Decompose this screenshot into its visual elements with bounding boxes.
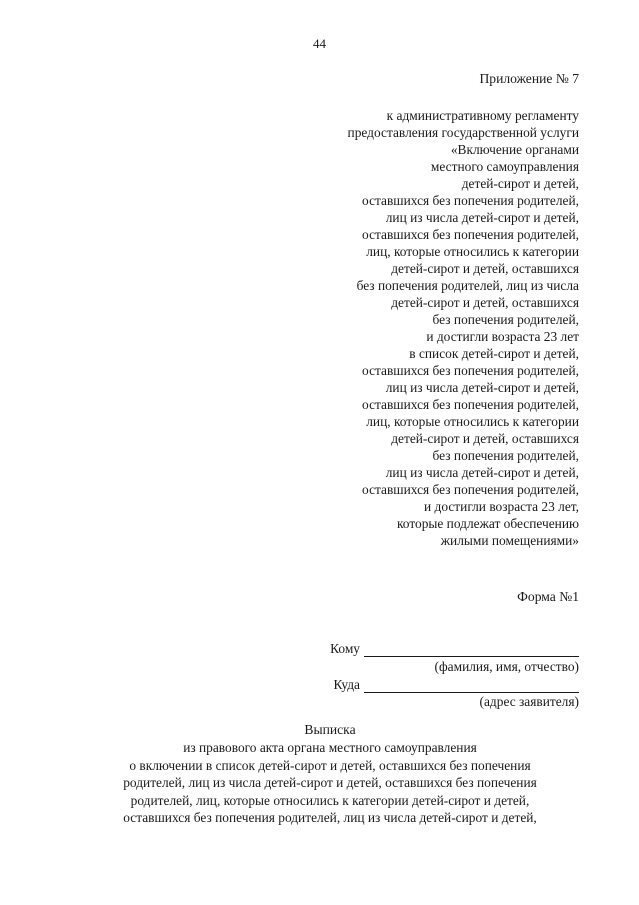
form-number: Форма №1 <box>517 589 579 604</box>
appendix-line: оставшихся без попечения родителей, <box>362 227 579 242</box>
appendix-title: Приложение № 7 <box>479 71 579 86</box>
extract-line: родителей, лиц из числа детей-сирот и детей, оставшихся без попечения <box>123 775 537 790</box>
appendix-line: детей-сирот и детей, <box>461 176 579 191</box>
appendix-line: оставшихся без попечения родителей, <box>362 363 579 378</box>
appendix-line: жилыми помещениями» <box>440 533 579 548</box>
appendix-line: оставшихся без попечения родителей, <box>362 397 579 412</box>
appendix-line: «Включение органами <box>450 142 579 157</box>
appendix-line: детей-сирот и детей, оставшихся <box>391 431 579 446</box>
appendix-line: детей-сирот и детей, оставшихся <box>391 261 579 276</box>
appendix-line: оставшихся без попечения родителей, <box>362 482 579 497</box>
where-label: Куда <box>333 677 360 692</box>
appendix-line: без попечения родителей, лиц из числа <box>356 278 579 293</box>
appendix-line: лиц, которые относились к категории <box>366 414 579 429</box>
where-field-line[interactable] <box>364 679 579 693</box>
appendix-line: лиц из числа детей-сирот и детей, <box>385 210 579 225</box>
appendix-line: оставшихся без попечения родителей, <box>362 193 579 208</box>
appendix-line: которые подлежат обеспечению <box>396 516 579 531</box>
appendix-line: лиц, которые относились к категории <box>366 244 579 259</box>
appendix-line: к административному регламенту <box>386 108 579 123</box>
where-field-hint: (адрес заявителя) <box>479 694 579 709</box>
appendix-line: и достигли возраста 23 лет <box>426 329 579 344</box>
appendix-line: без попечения родителей, <box>432 312 579 327</box>
to-label: Кому <box>330 641 360 656</box>
to-field-hint: (фамилия, имя, отчество) <box>434 659 579 674</box>
appendix-body <box>259 107 579 549</box>
to-field-line[interactable] <box>364 643 579 657</box>
extract-body <box>80 739 580 827</box>
extract-line: из правового акта органа местного самоуправления <box>183 740 477 755</box>
appendix-line: в список детей-сирот и детей, <box>409 346 579 361</box>
extract-title: Выписка <box>304 722 356 737</box>
extract-line: о включении в список детей-сирот и детей, оставшихся без попечения <box>129 757 531 773</box>
to-field-row <box>330 641 579 657</box>
appendix-line: лиц из числа детей-сирот и детей, <box>385 380 579 395</box>
extract-line: родителей, лиц, которые относились к категории детей-сирот и детей, <box>130 792 530 808</box>
appendix-line: детей-сирот и детей, оставшихся <box>391 295 579 310</box>
appendix-line: и достигли возраста 23 лет, <box>424 499 579 514</box>
appendix-line: лиц из числа детей-сирот и детей, <box>385 465 579 480</box>
where-field-row <box>333 677 579 693</box>
page-number: 44 <box>313 36 326 51</box>
extract-line: оставшихся без попечения родителей, лиц из числа детей-сирот и детей, <box>123 810 537 825</box>
appendix-line: местного самоуправления <box>430 159 579 174</box>
appendix-line: предоставления государственной услуги <box>347 125 579 140</box>
appendix-line: без попечения родителей, <box>432 448 579 463</box>
